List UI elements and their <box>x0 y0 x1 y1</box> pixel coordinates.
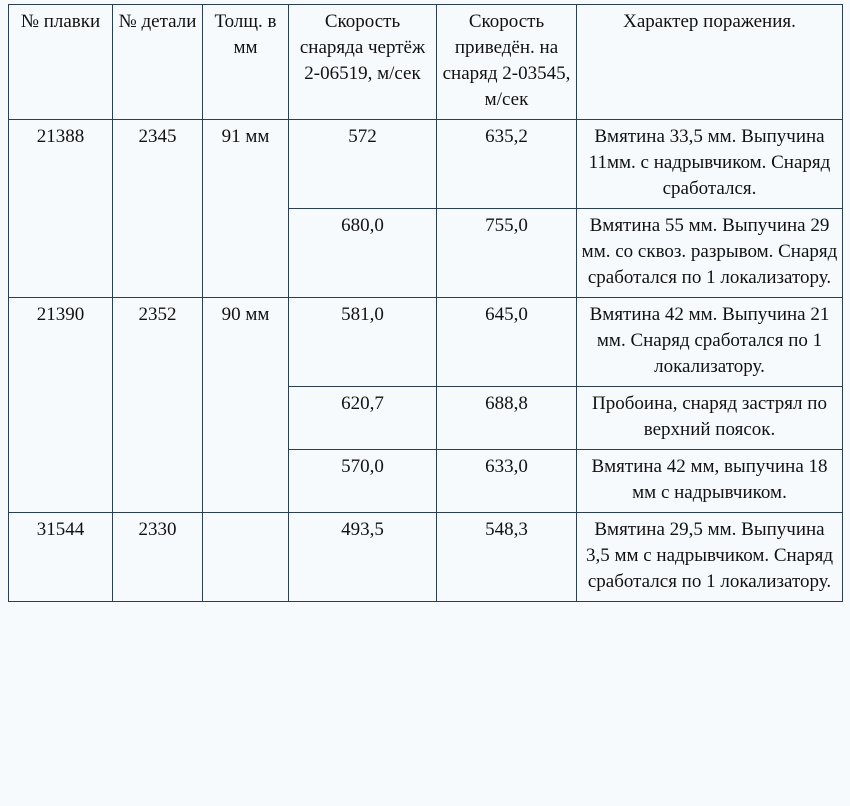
cell-damage-description: Вмятина 29,5 мм. Выпучина 3,5 мм с надрывчиком. Снаряд сработался по 1 локализатору. <box>577 513 843 602</box>
table-body <box>9 120 843 602</box>
column-header-thickness: Толщ. в мм <box>203 5 289 120</box>
cell-melt-number: 21388 <box>9 120 113 298</box>
table-row <box>9 298 843 387</box>
cell-damage-description: Пробоина, снаряд застрял по верхний поясок. <box>577 387 843 450</box>
cell-speed-reduced: 548,3 <box>437 513 577 602</box>
cell-damage-description: Вмятина 55 мм. Выпучина 29 мм. со сквоз. разрывом. Снаряд сработался по 1 локализатору. <box>577 209 843 298</box>
cell-melt-number: 31544 <box>9 513 113 602</box>
cell-thickness: 91 мм <box>203 120 289 298</box>
column-header-speed-drawing: Скорость снаряда чертёж 2-06519, м/сек <box>289 5 437 120</box>
cell-speed-reduced: 645,0 <box>437 298 577 387</box>
cell-melt-number: 21390 <box>9 298 113 513</box>
cell-part-number: 2330 <box>113 513 203 602</box>
cell-speed-reduced: 635,2 <box>437 120 577 209</box>
table-row <box>9 513 843 602</box>
cell-damage-description: Вмятина 42 мм, выпучина 18 мм с надрывчиком. <box>577 450 843 513</box>
cell-speed-drawing: 581,0 <box>289 298 437 387</box>
cell-part-number: 2345 <box>113 120 203 298</box>
cell-speed-drawing: 680,0 <box>289 209 437 298</box>
cell-speed-reduced: 633,0 <box>437 450 577 513</box>
cell-damage-description: Вмятина 33,5 мм. Выпучина 11мм. с надрывчиком. Снаряд сработался. <box>577 120 843 209</box>
cell-speed-drawing: 493,5 <box>289 513 437 602</box>
cell-speed-reduced: 755,0 <box>437 209 577 298</box>
column-header-melt-number: № плавки <box>9 5 113 120</box>
cell-speed-drawing: 572 <box>289 120 437 209</box>
cell-damage-description: Вмятина 42 мм. Выпучина 21 мм. Снаряд сработался по 1 локализатору. <box>577 298 843 387</box>
table-row <box>9 120 843 209</box>
cell-speed-drawing: 620,7 <box>289 387 437 450</box>
column-header-part-number: № детали <box>113 5 203 120</box>
cell-speed-reduced: 688,8 <box>437 387 577 450</box>
cell-thickness: 90 мм <box>203 298 289 513</box>
column-header-speed-reduced: Скорость приведён. на снаряд 2-03545, м/сек <box>437 5 577 120</box>
column-header-damage-character: Характер поражения. <box>577 5 843 120</box>
ballistic-test-table <box>8 4 843 602</box>
cell-part-number: 2352 <box>113 298 203 513</box>
cell-thickness <box>203 513 289 602</box>
table-header-row <box>9 5 843 120</box>
table-header <box>9 5 843 120</box>
cell-speed-drawing: 570,0 <box>289 450 437 513</box>
